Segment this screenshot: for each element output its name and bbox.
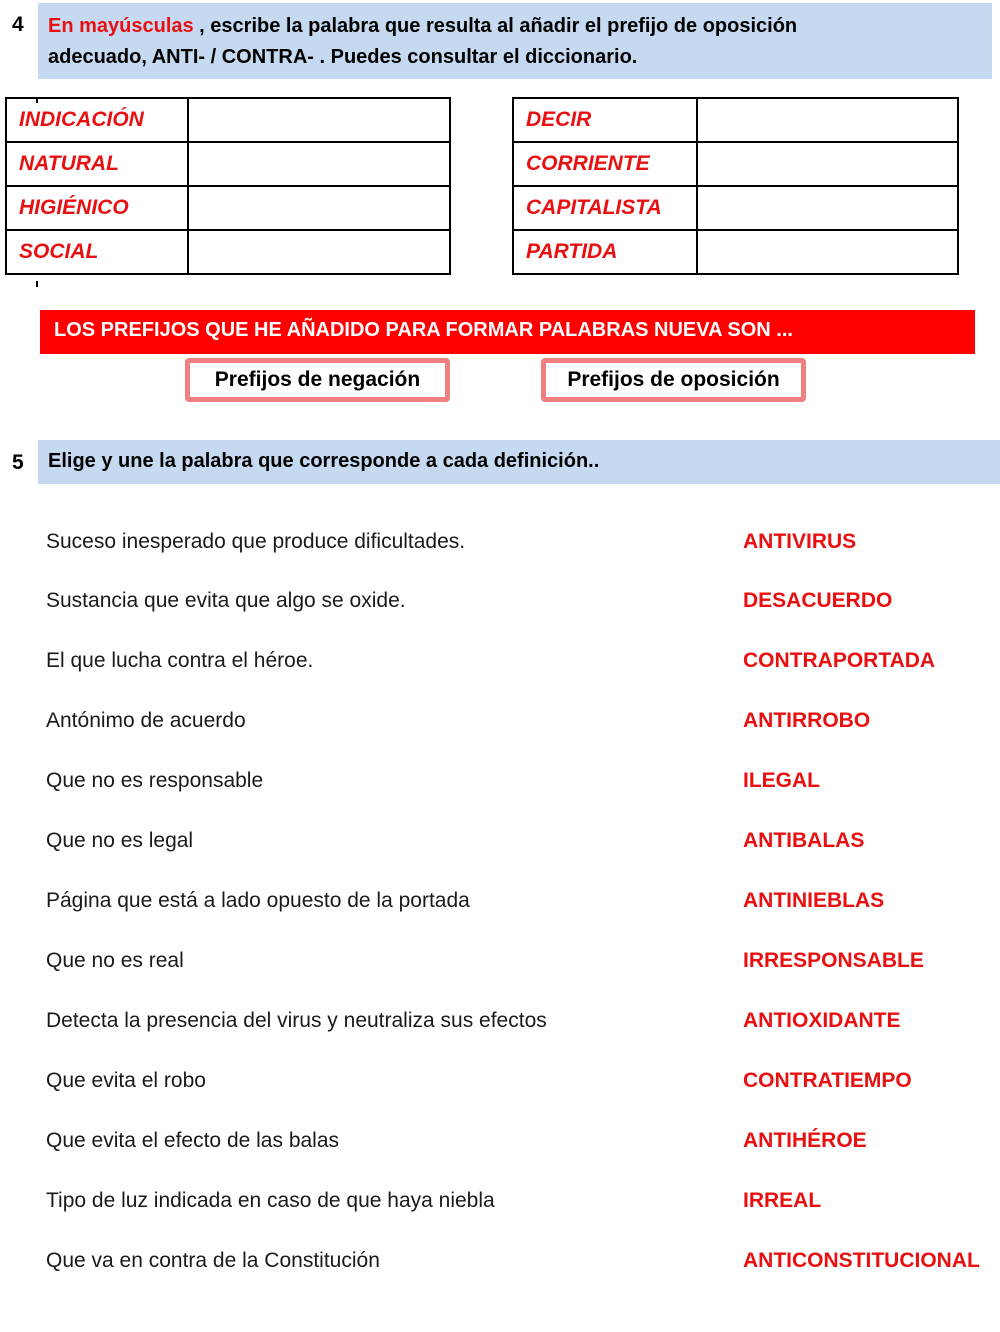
definition-item: Sustancia que evita que algo se oxide. (46, 589, 406, 612)
word-option[interactable]: ANTICONSTITUCIONAL (743, 1249, 980, 1272)
answer-cell[interactable] (188, 142, 450, 186)
word-option[interactable]: ANTIVIRUS (743, 530, 857, 553)
negation-prefix-option[interactable]: Prefijos de negación (185, 358, 450, 402)
opposition-prefix-option[interactable]: Prefijos de oposición (541, 358, 806, 402)
definition-item: Antónimo de acuerdo (46, 709, 246, 732)
word-option[interactable]: ANTINIEBLAS (743, 889, 885, 912)
word-option[interactable]: IRRESPONSABLE (743, 949, 924, 972)
word-option[interactable]: ANTIHÉROE (743, 1129, 867, 1152)
definition-item: Que evita el robo (46, 1069, 206, 1092)
word-option[interactable]: CONTRAPORTADA (743, 649, 936, 672)
prefix-question-banner: LOS PREFIJOS QUE HE AÑADIDO PARA FORMAR PALABRAS NUEVA SON ... (40, 310, 975, 354)
exercise-4-number: 4 (12, 13, 24, 36)
instruction-line-2: adecuado, ANTI- / CONTRA- . Puedes consultar el diccionario. (48, 46, 638, 68)
answer-cell[interactable] (188, 186, 450, 230)
definition-item: Suceso inesperado que produce dificultades. (46, 530, 466, 553)
base-word: CORRIENTE (513, 142, 697, 186)
answer-cell[interactable] (697, 98, 958, 142)
definition-item: Que no es legal (46, 829, 194, 852)
base-word: NATURAL (6, 142, 188, 186)
left-word-table (5, 97, 451, 275)
definition-item: Página que está a lado opuesto de la portada (46, 889, 470, 912)
instruction-line-1-rest: , escribe la palabra que resulta al añadir el prefijo de oposición (193, 15, 798, 37)
table-row (6, 230, 450, 274)
table-row (513, 230, 958, 274)
table-row (513, 142, 958, 186)
base-word: INDICACIÓN (6, 98, 188, 142)
answer-cell[interactable] (188, 230, 450, 274)
word-option[interactable]: DESACUERDO (743, 589, 893, 612)
table-row (513, 186, 958, 230)
right-word-table (512, 97, 959, 275)
instruction-line-1 (48, 11, 992, 42)
answer-cell[interactable] (697, 186, 958, 230)
word-option[interactable]: ILEGAL (743, 769, 820, 792)
definition-item: Tipo de luz indicada en caso de que haya niebla (46, 1189, 495, 1212)
base-word: CAPITALISTA (513, 186, 697, 230)
answer-cell[interactable] (697, 230, 958, 274)
definition-item: Que no es responsable (46, 769, 264, 792)
answer-cell[interactable] (188, 98, 450, 142)
table-divider-mark (36, 97, 38, 103)
definition-item: Que no es real (46, 949, 184, 972)
table-divider-mark (36, 281, 38, 287)
table-row (6, 98, 450, 142)
definition-item: Detecta la presencia del virus y neutraliza sus efectos (46, 1009, 547, 1032)
definition-item: El que lucha contra el héroe. (46, 649, 314, 672)
exercise-5-instruction: Elige y une la palabra que corresponde a cada definición.. (38, 440, 1000, 484)
table-row (6, 142, 450, 186)
base-word: PARTIDA (513, 230, 697, 274)
exercise-5-number: 5 (12, 451, 24, 474)
exercise-4-instruction (38, 3, 992, 79)
answer-cell[interactable] (697, 142, 958, 186)
word-option[interactable]: ANTIRROBO (743, 709, 871, 732)
table-row (6, 186, 450, 230)
word-option[interactable]: CONTRATIEMPO (743, 1069, 912, 1092)
base-word: DECIR (513, 98, 697, 142)
table-row (513, 98, 958, 142)
word-option[interactable]: IRREAL (743, 1189, 822, 1212)
word-option[interactable]: ANTIBALAS (743, 829, 865, 852)
base-word: HIGIÉNICO (6, 186, 188, 230)
instruction-highlight: En mayúsculas (48, 15, 194, 37)
definition-item: Que evita el efecto de las balas (46, 1129, 340, 1152)
word-option[interactable]: ANTIOXIDANTE (743, 1009, 901, 1032)
base-word: SOCIAL (6, 230, 188, 274)
definition-item: Que va en contra de la Constitución (46, 1249, 380, 1272)
